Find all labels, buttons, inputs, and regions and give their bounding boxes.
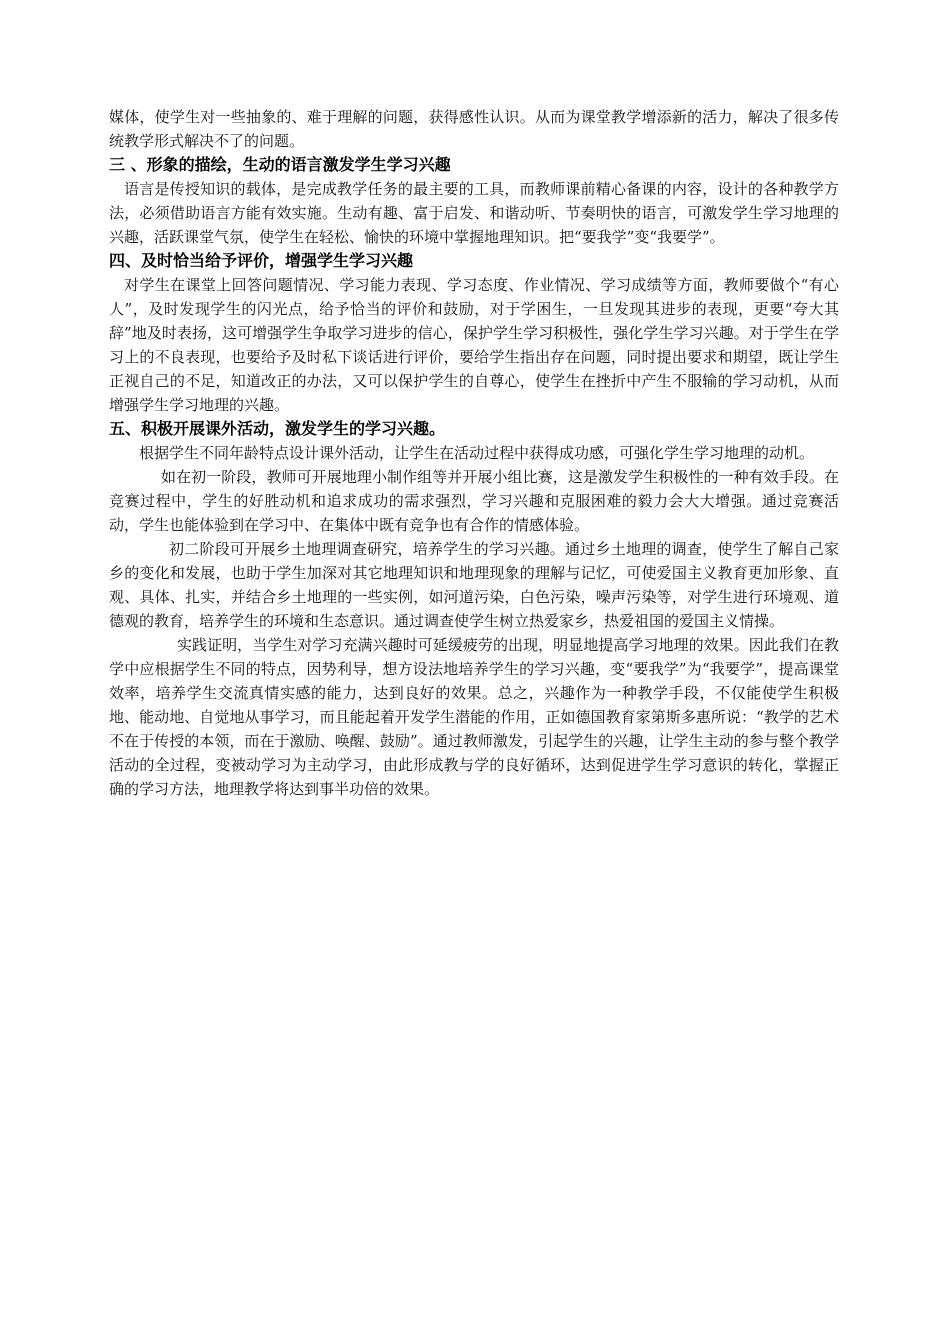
paragraph-section-5-intro: 根据学生不同年龄特点设计课外活动，让学生在活动过程中获得成功感，可强化学生学习地理的动机。 [139,444,815,462]
paragraph-continuation: 媒体，使学生对一些抽象的、难于理解的问题，获得感性认识。从而为课堂教学增添新的活力，解决了很多传统教学形式解决不了的问题。 [109,108,839,150]
paragraph-section-3: 语言是传授知识的载体，是完成教学任务的最主要的工具，而教师课前精心备课的内容，设计的各种教学方法，必须借助语言方能有效实施。生动有趣、富于启发、和谐动听、节奏明快的语言，可激发学生学习地理的兴趣，活跃课堂气氛，使学生在轻松、愉快的环境中掌握地理知识。把“要我学”变“我要学”。 [109,180,839,246]
paragraph-conclusion: 实践证明，当学生对学习充满兴趣时可延缓疲劳的出现，明显地提高学习地理的效果。因此我们在教学中应根据学生不同的特点，因势利导，想方设法地培养学生的学习兴趣，变“要我学”为“我要学”，提高课堂效率，培养学生交流真情实感的能力，达到良好的效果。总之，兴趣作为一种教学手段，不仅能使学生积极地、能动地、自觉地从事学习，而且能起着开发学生潜能的作用，正如德国教育家第斯多惠所说：“教学的艺术不在于传授的本领，而在于激励、唤醒、鼓励”。通过教师激发，引起学生的兴趣，让学生主动的参与整个教学活动的全过程，变被动学习为主动学习，由此形成教与学的良好循环，达到促进学生学习意识的转化，掌握正确的学习方法，地理教学将达到事半功倍的效果。 [109,636,839,798]
section-heading-5: 五、积极开展课外活动，激发学生的学习兴趣。 [109,419,446,438]
document-page [109,105,839,801]
section-heading-4: 四、及时恰当给予评价，增强学生学习兴趣 [109,251,414,270]
paragraph-section-5-grade-one: 如在初一阶段，教师可开展地理小制作组等并开展小组比赛，这是激发学生积极性的一种有效手段。在竞赛过程中，学生的好胜动机和追求成功的需求强烈，学习兴趣和克服困难的毅力会大大增强。通过竞赛活动，学生也能体验到在学习中、在集体中既有竞争也有合作的情感体验。 [109,468,839,534]
section-heading-3: 三 、形象的描绘，生动的语言激发学生学习兴趣 [109,155,451,174]
paragraph-section-5-grade-two: 初二阶段可开展乡土地理调查研究，培养学生的学习兴趣。通过乡土地理的调查，使学生了解自己家乡的变化和发展，也助于学生加深对其它地理知识和地理现象的理解与记忆，可使爱国主义教育更加形象、直观、具体、扎实，并结合乡土地理的一些实例，如河道污染，白色污染，噪声污染等，对学生进行环境观、道德观的教育，培养学生的环境和生态意识。通过调查使学生树立热爱家乡，热爱祖国的爱国主义情操。 [109,540,839,630]
paragraph-section-4: 对学生在课堂上回答问题情况、学习能力表现、学习态度、作业情况、学习成绩等方面，教师要做个“有心人”，及时发现学生的闪光点，给予恰当的评价和鼓励，对于学困生，一旦发现其进步的表现，更要“夸大其辞”地及时表扬，这可增强学生争取学习进步的信心，保护学生学习积极性，强化学生学习兴趣。对于学生在学习上的不良表现，也要给予及时私下谈话进行评价，要给学生指出存在问题，同时提出要求和期望，既让学生正视自己的不足，知道改正的办法，又可以保护学生的自尊心，使学生在挫折中产生不服输的学习动机，从而增强学生学习地理的兴趣。 [109,276,839,414]
